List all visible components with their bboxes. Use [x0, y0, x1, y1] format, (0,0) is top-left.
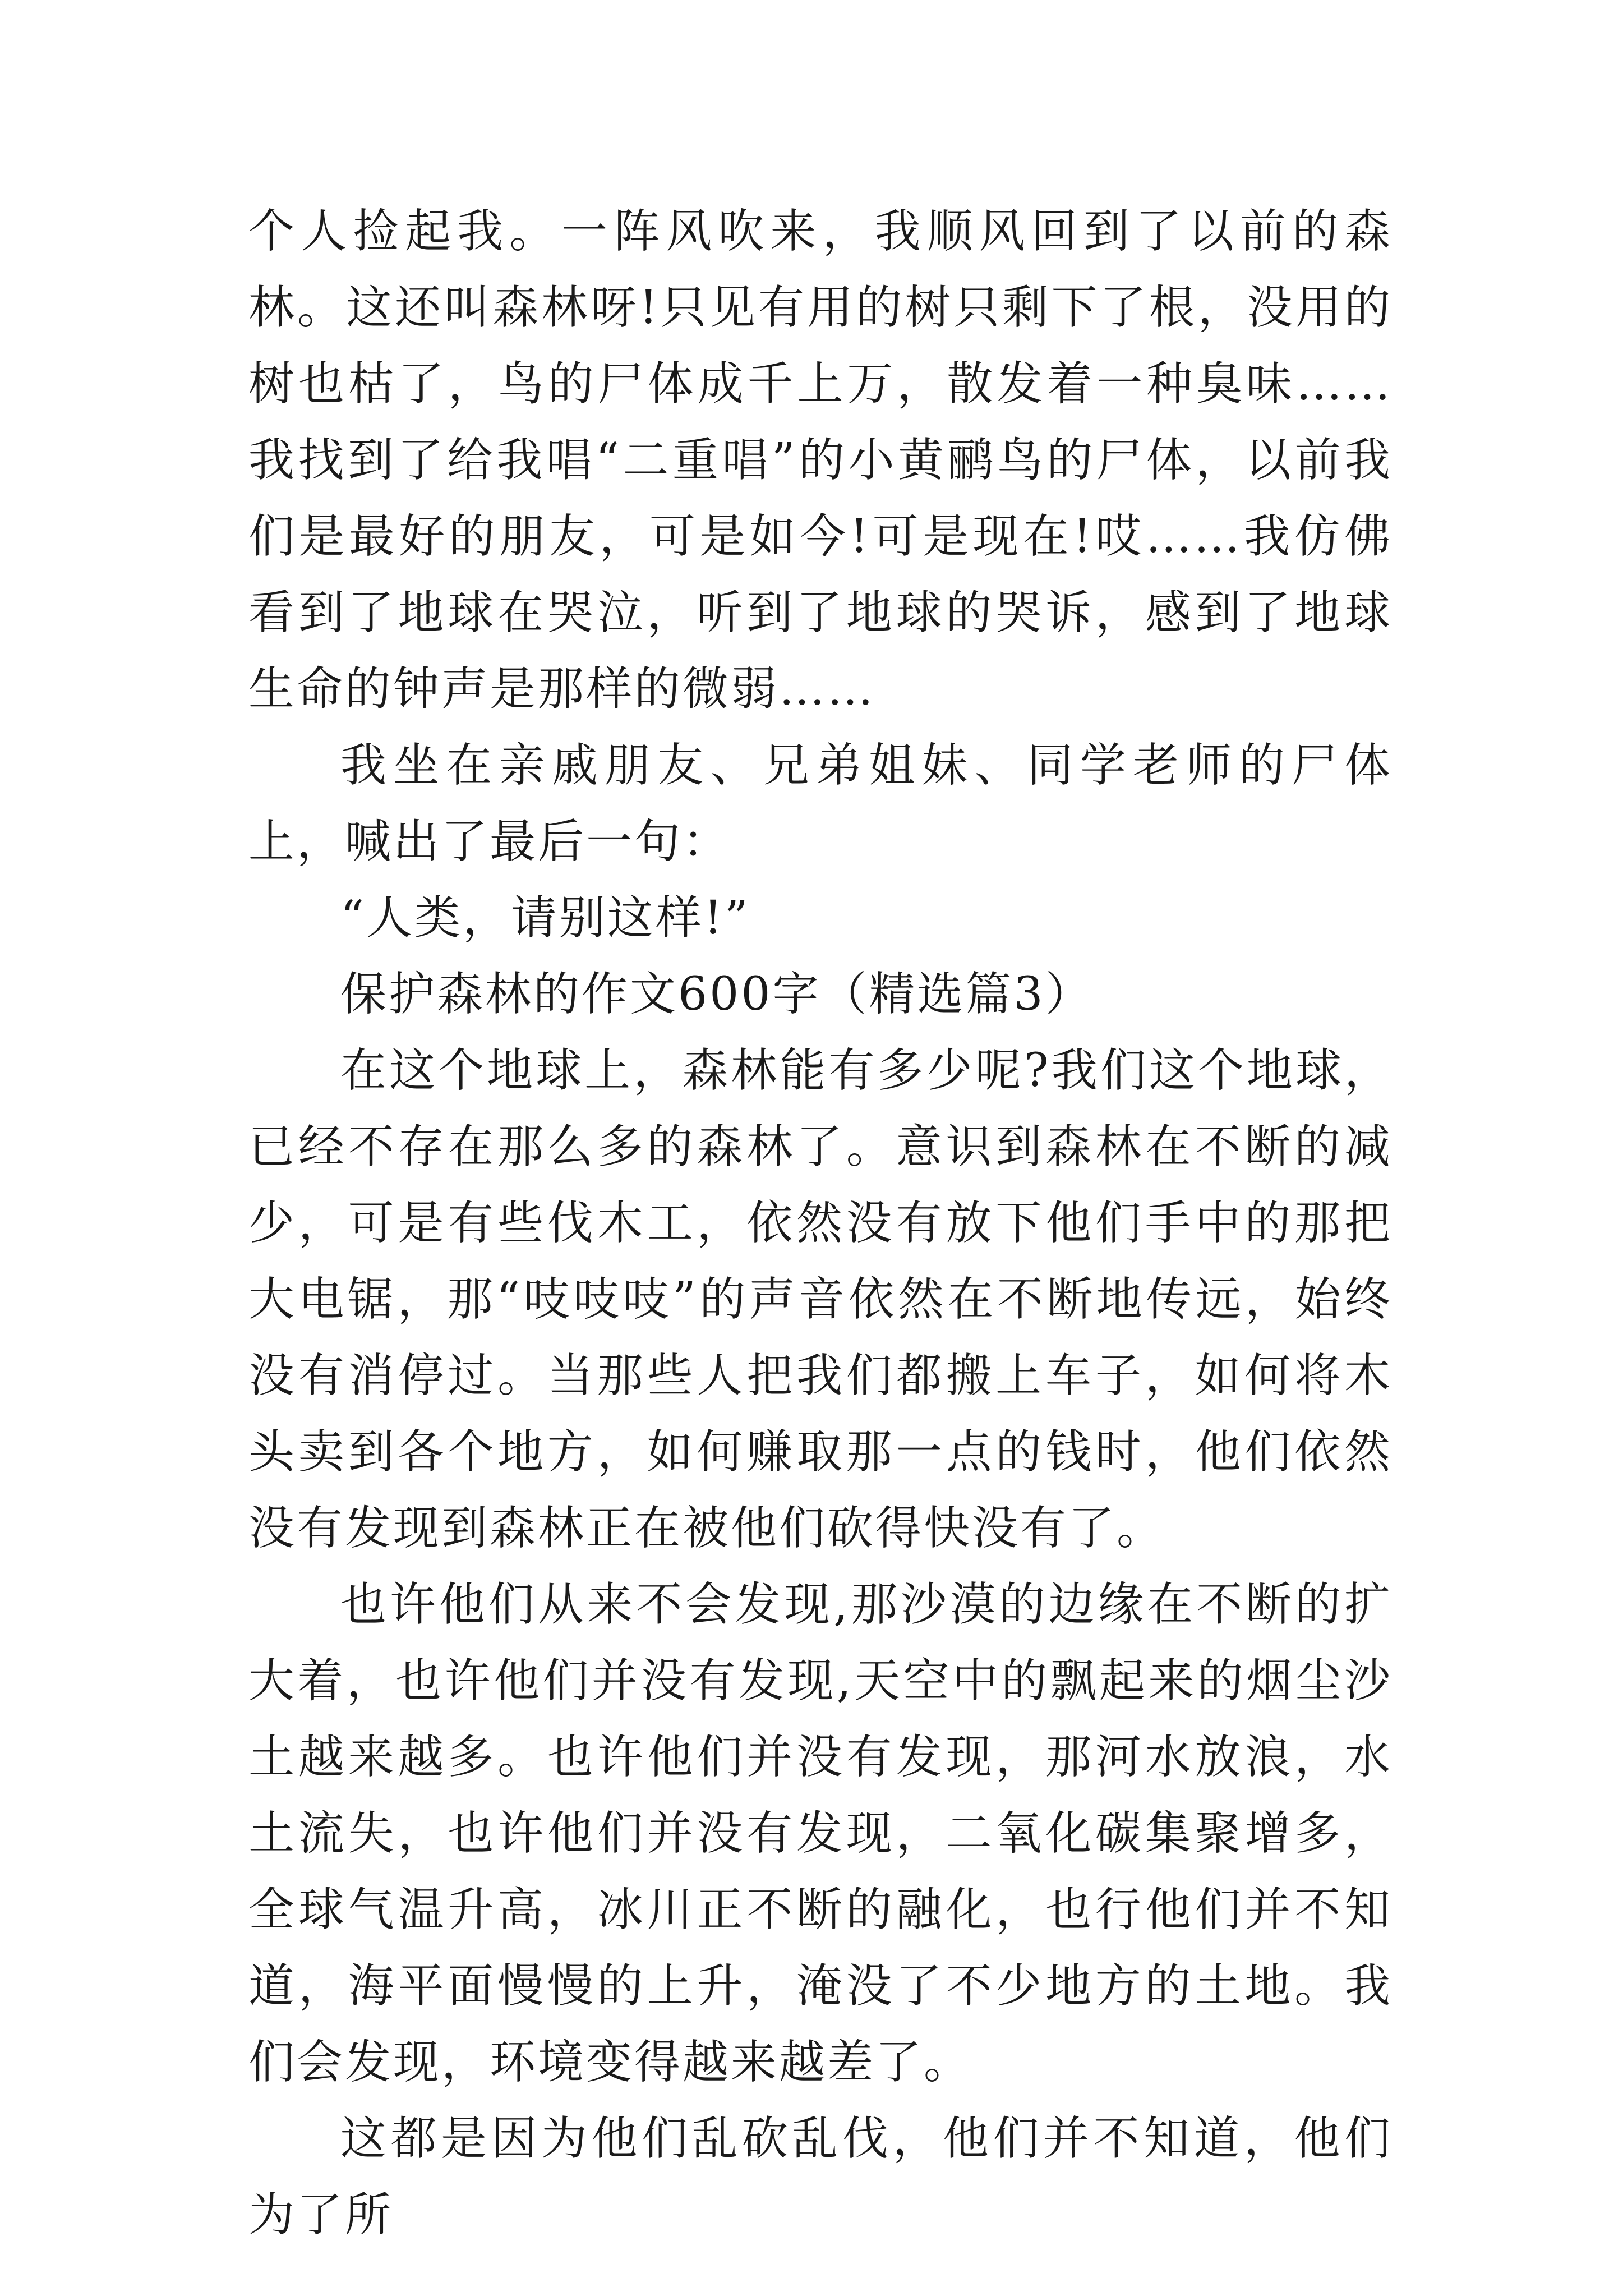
paragraph-cause: 这都是因为他们乱砍乱伐，他们并不知道，他们为了所 [248, 2112, 1393, 2242]
paragraph-shout-intro: 我坐在亲戚朋友、兄弟姐妹、同学老师的尸体上，喊出了最后一句： [248, 739, 1393, 868]
document-body [248, 194, 1393, 2253]
paragraph-consequences: 也许他们从来不会发现,那沙漠的边缘在不断的扩大着，也许他们并没有发现,天空中的飘起来的烟尘沙土越来越多。也许他们并没有发现，那河水放浪，水土流失，也许他们并没有发现，二氧化碳集聚增多，全球气温升高，冰川正不断的融化，也行他们并不知道，海平面慢慢的上升，淹没了不少地方的土地。我们会发现，环境变得越来越差了。 [248, 1578, 1393, 2089]
section-heading: 保护森林的作文600字（精选篇3） [340, 968, 1094, 1021]
paragraph-continuation: 个人捡起我。一阵风吹来，我顺风回到了以前的森林。这还叫森林呀!只见有用的树只剩下了根，没用的树也枯了，鸟的尸体成千上万，散发着一种臭味……我找到了给我唱“二重唱”的小黄鹂鸟的尸体，以前我们是最好的朋友，可是如今!可是现在!哎……我仿佛看到了地球在哭泣，听到了地球的哭诉，感到了地球生命的钟声是那样的微弱…… [248, 205, 1393, 716]
paragraph-forest-count: 在这个地球上，森林能有多少呢?我们这个地球，已经不存在那么多的森林了。意识到森林在不断的减少，可是有些伐木工，依然没有放下他们手中的那把大电锯，那“吱吱吱”的声音依然在不断地传远，始终没有消停过。当那些人把我们都搬上车子，如何将木头卖到各个地方，如何赚取那一点的钱时，他们依然没有发现到森林正在被他们砍得快没有了。 [248, 1044, 1393, 1555]
paragraph-quote: “人类，请别这样!” [340, 891, 750, 945]
